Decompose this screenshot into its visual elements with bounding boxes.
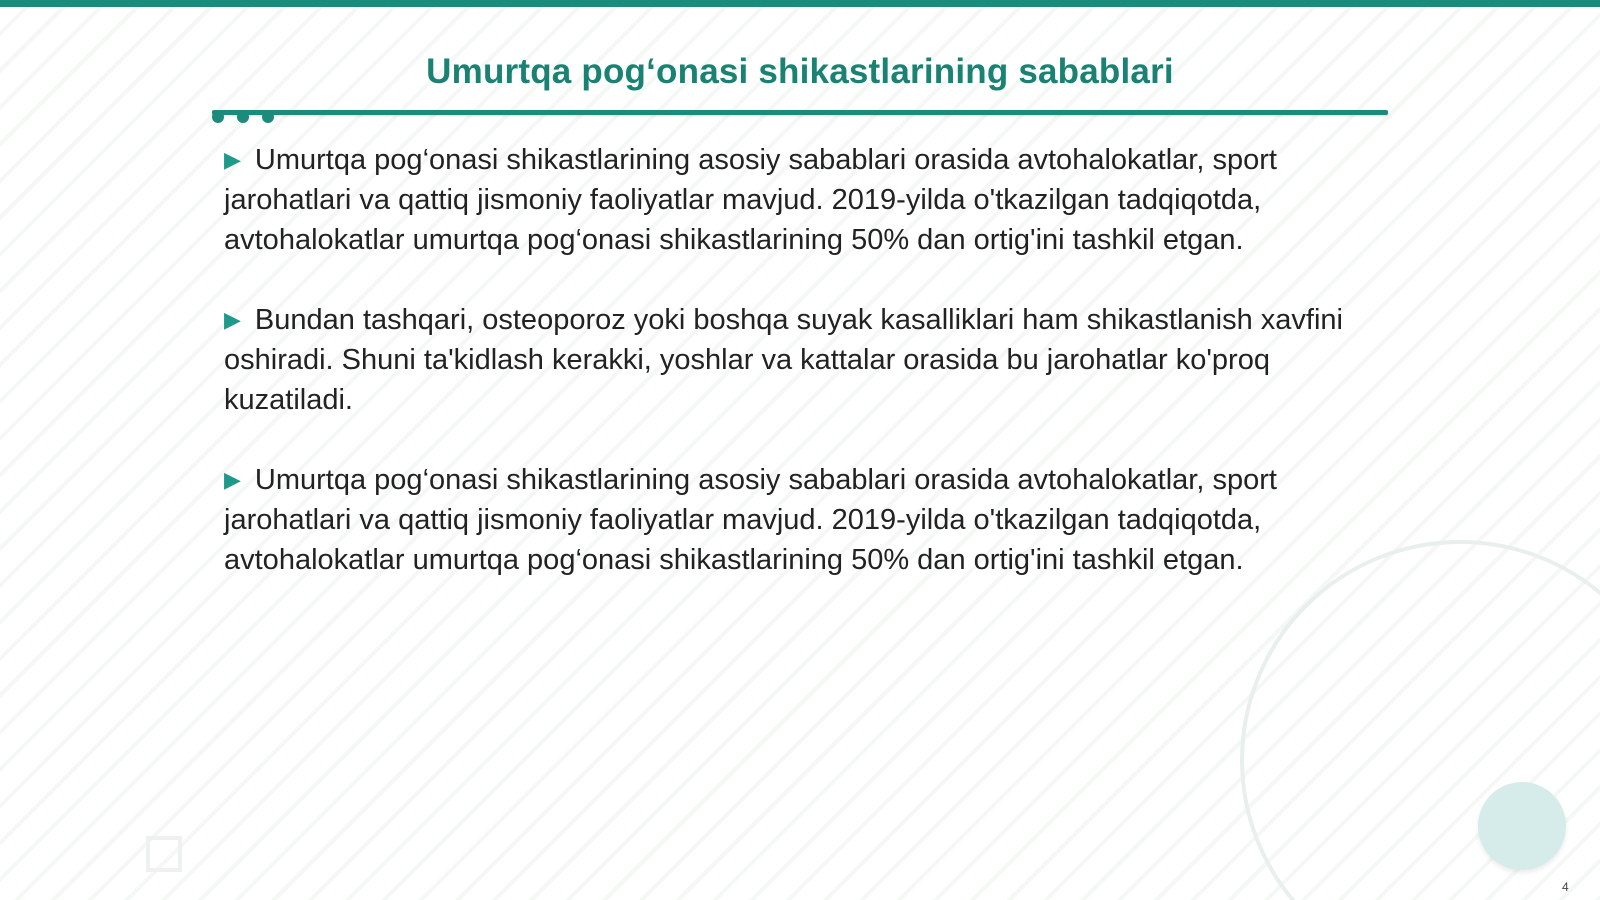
top-accent-bar — [0, 0, 1600, 7]
decor-dot — [262, 111, 274, 123]
decor-circle — [1478, 782, 1566, 870]
decor-dot — [237, 111, 249, 123]
triangle-bullet-icon: ▶ — [224, 147, 241, 172]
triangle-bullet-icon: ▶ — [224, 307, 241, 332]
bullet-text: Umurtqa pog‘onasi shikastlarining asosiy sabablari orasida avtohalokatlar, sport jarohatlari va qattiq jismoniy faoliyatlar mavjud. 2019-yilda o'tkazilgan tadqiqotda, avtohalokatlar umurtqa pog‘onasi shikastlarining 50% dan ortig'ini tashkil etgan. — [224, 464, 1277, 576]
title-dots-decoration — [212, 111, 282, 125]
bullet-text: Umurtqa pog‘onasi shikastlarining asosiy sabablari orasida avtohalokatlar, sport jarohatlari va qattiq jismoniy faoliyatlar mavjud. 2019-yilda o'tkazilgan tadqiqotda, avtohalokatlar umurtqa pog‘onasi shikastlarining 50% dan ortig'ini tashkil etgan. — [224, 144, 1277, 256]
slide-title: Umurtqa pog‘onasi shikastlarining sabablari — [426, 52, 1174, 91]
page-number: 4 — [1562, 880, 1569, 894]
title-underline — [212, 110, 1388, 115]
bullet-item — [224, 140, 1354, 260]
decor-square — [146, 836, 182, 872]
decor-dot — [212, 111, 224, 123]
bullet-item — [224, 300, 1354, 420]
bullet-item — [224, 460, 1354, 580]
bullet-text: Bundan tashqari, osteoporoz yoki boshqa suyak kasalliklari ham shikastlanish xavfini oshiradi. Shuni ta'kidlash kerakki, yoshlar va kattalar orasida bu jarohatlar ko'proq kuzatiladi. — [224, 304, 1344, 416]
bullet-list — [224, 140, 1354, 620]
triangle-bullet-icon: ▶ — [224, 467, 241, 492]
